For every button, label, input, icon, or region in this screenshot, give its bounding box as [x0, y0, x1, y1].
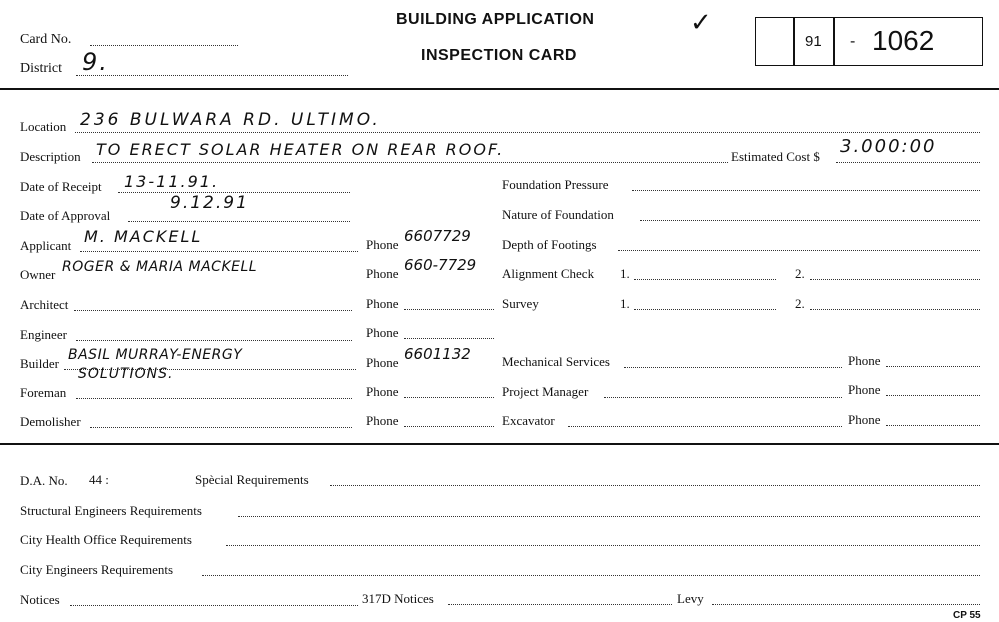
structural-line[interactable] [238, 516, 980, 517]
depth-footings-label: Depth of Footings [502, 237, 597, 252]
description-value: TO ERECT SOLAR HEATER ON REAR ROOF. [96, 140, 505, 159]
location-value: 236 BULWARA RD. ULTIMO. [80, 110, 381, 130]
owner-phone-value: 660-7729 [404, 256, 477, 274]
alignment-2-line[interactable] [810, 279, 980, 280]
number-dash: - [850, 33, 856, 50]
district-line[interactable] [76, 75, 348, 76]
date-approval-line[interactable] [128, 221, 350, 222]
architect-phone-label: Phone [366, 296, 399, 311]
notices-label: Notices [20, 592, 60, 607]
project-manager-label: Project Manager [502, 384, 589, 399]
mechanical-line[interactable] [624, 367, 842, 368]
survey-2-label: 2. [795, 296, 805, 311]
engineer-line[interactable] [76, 340, 352, 341]
divider [0, 88, 999, 90]
estimated-cost-label: Estimated Cost $ [731, 149, 820, 164]
special-requirements-line[interactable] [330, 485, 980, 486]
foreman-label: Foreman [20, 385, 67, 400]
owner-label: Owner [20, 267, 56, 282]
demolisher-phone-line[interactable] [404, 426, 494, 427]
date-receipt-label: Date of Receipt [20, 179, 102, 194]
form-title: BUILDING APPLICATION [396, 11, 595, 28]
foreman-phone-line[interactable] [404, 397, 494, 398]
box-divider [833, 17, 835, 66]
applicant-value: M. MACKELL [84, 227, 203, 246]
card-no-line[interactable] [90, 45, 238, 46]
applicant-line[interactable] [80, 251, 358, 252]
health-label: City Health Office Requirements [20, 532, 192, 547]
builder-label: Builder [20, 356, 59, 371]
box-divider [793, 17, 795, 66]
description-line[interactable] [92, 162, 728, 163]
mechanical-label: Mechanical Services [502, 354, 610, 369]
excavator-label: Excavator [502, 413, 555, 428]
location-line[interactable] [75, 132, 980, 133]
architect-label: Architect [20, 297, 69, 312]
architect-line[interactable] [74, 310, 352, 311]
health-line[interactable] [226, 545, 980, 546]
form-subtitle: INSPECTION CARD [421, 47, 577, 64]
foundation-pressure-label: Foundation Pressure [502, 177, 609, 192]
demolisher-line[interactable] [90, 427, 352, 428]
mechanical-phone-label: Phone [848, 353, 881, 368]
engineer-phone-line[interactable] [404, 338, 494, 339]
builder-value-line2: SOLUTIONS. [78, 366, 174, 382]
description-label: Description [20, 149, 81, 164]
engineer-label: Engineer [20, 327, 67, 342]
survey-1-line[interactable] [634, 309, 776, 310]
location-label: Location [20, 119, 67, 134]
excavator-phone-line[interactable] [886, 425, 980, 426]
demolisher-label: Demolisher [20, 414, 81, 429]
card-number: 1062 [872, 25, 935, 56]
form-code: CP 55 [953, 610, 981, 621]
levy-line[interactable] [712, 604, 980, 605]
survey-2-line[interactable] [810, 309, 980, 310]
date-approval-value: 9.12.91 [170, 193, 249, 213]
excavator-phone-label: Phone [848, 412, 881, 427]
demolisher-phone-label: Phone [366, 413, 399, 428]
depth-footings-line[interactable] [618, 250, 980, 251]
check-mark-icon: ✓ [690, 8, 712, 38]
special-requirements-label: Spècial Requirements [195, 472, 309, 487]
owner-value: ROGER & MARIA MACKELL [62, 259, 258, 275]
foreman-line[interactable] [76, 398, 352, 399]
levy-label: Levy [677, 591, 704, 606]
estimated-cost-line[interactable] [836, 162, 980, 163]
da-no-label: D.A. No. [20, 473, 68, 488]
card-no-label: Card No. [20, 32, 72, 47]
estimated-cost-value: 3.000:00 [840, 136, 937, 157]
structural-label: Structural Engineers Requirements [20, 503, 202, 518]
builder-phone-label: Phone [366, 355, 399, 370]
builder-phone-value: 6601132 [404, 345, 471, 363]
nature-foundation-line[interactable] [640, 220, 980, 221]
foundation-pressure-line[interactable] [632, 190, 980, 191]
alignment-2-label: 2. [795, 266, 805, 281]
district-value: 9. [82, 48, 109, 76]
nature-foundation-label: Nature of Foundation [502, 207, 614, 222]
notices-line[interactable] [70, 605, 358, 606]
applicant-phone-value: 6607729 [404, 227, 471, 245]
mechanical-phone-line[interactable] [886, 366, 980, 367]
builder-value: BASIL MURRAY-ENERGY [68, 347, 243, 363]
foreman-phone-label: Phone [366, 384, 399, 399]
divider [0, 443, 999, 445]
district-label: District [20, 61, 62, 76]
owner-phone-label: Phone [366, 266, 399, 281]
applicant-label: Applicant [20, 238, 72, 253]
alignment-1-line[interactable] [634, 279, 776, 280]
survey-1-label: 1. [620, 296, 630, 311]
pm-phone-label: Phone [848, 382, 881, 397]
architect-phone-line[interactable] [404, 309, 494, 310]
city-engineers-label: City Engineers Requirements [20, 562, 174, 577]
date-approval-label: Date of Approval [20, 208, 111, 223]
survey-label: Survey [502, 296, 539, 311]
pm-phone-line[interactable] [886, 395, 980, 396]
city-engineers-line[interactable] [202, 575, 980, 576]
card-number-box [755, 17, 983, 66]
notices-317d-line[interactable] [448, 604, 672, 605]
date-receipt-value: 13-11.91. [124, 172, 220, 191]
alignment-1-label: 1. [620, 266, 630, 281]
applicant-phone-label: Phone [366, 237, 399, 252]
alignment-check-label: Alignment Check [502, 266, 595, 281]
engineer-phone-label: Phone [366, 325, 399, 340]
da-no-value: 44 : [89, 472, 109, 487]
notices-317d-label: 317D Notices [362, 591, 434, 606]
excavator-line[interactable] [568, 426, 842, 427]
number-prefix: 91 [805, 33, 822, 50]
project-manager-line[interactable] [604, 397, 842, 398]
